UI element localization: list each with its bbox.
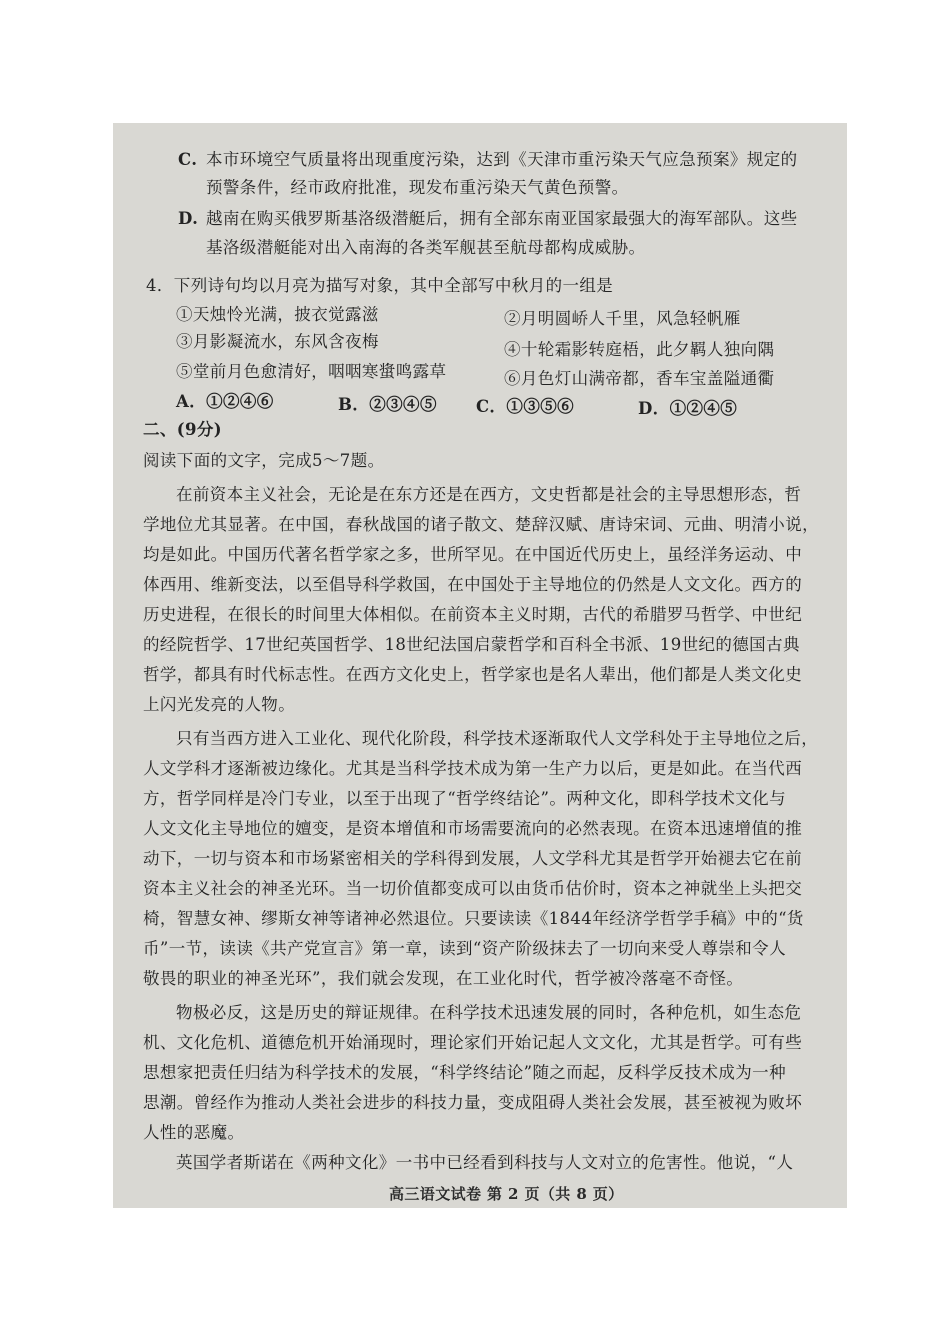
page-footer: 高三语文试卷 第 2 页（共 8 页） <box>389 1185 624 1203</box>
passage-line: 的经院哲学、17世纪英国哲学、18世纪法国启蒙哲学和百科全书派、19世纪的德国古典 <box>143 635 800 654</box>
q3-option-c-line1: 本市环境空气质量将出现重度污染，达到《天津市重污染天气应急预案》规定的 <box>206 150 798 169</box>
passage-line: 人性的恶魔。 <box>143 1123 245 1142</box>
passage-line: 方，哲学同样是冷门专业，以至于出现了“哲学终结论”。两种文化，即科学技术文化与 <box>143 789 786 808</box>
q4-poem-2: ②月明圆峤人千里，风急轻帆雁 <box>504 309 741 328</box>
q4-poem-5: ⑤堂前月色愈清好，咽咽寒螀鸣露草 <box>176 362 447 381</box>
passage-line: 物极必反，这是历史的辩证规律。在科学技术迅速发展的同时，各种危机，如生态危 <box>176 1003 802 1022</box>
q4-choice-c: C．①③⑤⑥ <box>476 397 575 416</box>
exam-page <box>113 123 847 1208</box>
passage-line: 在前资本主义社会，无论是在东方还是在西方，文史哲都是社会的主导思想形态，哲 <box>176 485 802 504</box>
q4-choice-b: B．②③④⑤ <box>338 395 437 414</box>
passage-line: 人文文化主导地位的嬗变，是资本增值和市场需要流向的必然表现。在资本迅速增值的推 <box>143 819 803 838</box>
passage-line: 上闪光发亮的人物。 <box>143 695 296 714</box>
q4-poem-4: ④十轮霜影转庭梧，此夕羁人独向隅 <box>504 340 775 359</box>
passage-line: 椅，智慧女神、缪斯女神等诸神必然退位。只要读读《1844年经济学哲学手稿》中的“货 <box>143 909 804 928</box>
passage-line: 人文学科才逐渐被边缘化。尤其是当科学技术成为第一生产力以后，更是如此。在当代西 <box>143 759 803 778</box>
q3-option-d-line2: 基洛级潜艇能对出入南海的各类军舰甚至航母都构成威胁。 <box>206 238 646 257</box>
q4-poem-1: ①天烛怜光满，披衣觉露滋 <box>176 305 379 324</box>
q4-choice-a: A．①②④⑥ <box>176 392 274 411</box>
q3-option-d-line1: 越南在购买俄罗斯基洛级潜艇后，拥有全部东南亚国家最强大的海军部队。这些 <box>206 209 798 228</box>
q4-choice-d: D．①②④⑤ <box>638 399 738 418</box>
q4-poem-6: ⑥月色灯山满帝都，香车宝盖隘通衢 <box>504 369 775 388</box>
passage-line: 币”一节，读读《共产党宣言》第一章，读到“资产阶级抹去了一切向来受人尊崇和令人 <box>143 939 786 958</box>
passage-line: 只有当西方进入工业化、现代化阶段，科学技术逐渐取代人文学科处于主导地位之后， <box>176 729 819 748</box>
q4-stem: 4．下列诗句均以月亮为描写对象，其中全部写中秋月的一组是 <box>146 276 614 295</box>
passage-line: 学地位尤其显著。在中国，春秋战国的诸子散文、楚辞汉赋、唐诗宋词、元曲、明清小说， <box>143 515 819 534</box>
passage-line: 动下，一切与资本和市场紧密相关的学科得到发展，人文学科尤其是哲学开始褪去它在前 <box>143 849 803 868</box>
q3-option-c-line2: 预警条件，经市政府批准，现发布重污染天气黄色预警。 <box>206 178 629 197</box>
q3-option-c-label: C. <box>178 150 198 169</box>
passage-line: 体西用、维新变法，以至倡导科学救国，在中国处于主导地位的仍然是人文文化。西方的 <box>143 575 803 594</box>
passage-line: 哲学，都具有时代标志性。在西方文化史上，哲学家也是名人辈出，他们都是人类文化史 <box>143 665 803 684</box>
passage-line: 敬畏的职业的神圣光环”，我们就会发现，在工业化时代，哲学被冷落毫不奇怪。 <box>143 969 744 988</box>
section-instruction: 阅读下面的文字，完成5～7题。 <box>143 451 385 470</box>
passage-line: 历史进程，在很长的时间里大体相似。在前资本主义时期，古代的希腊罗马哲学、中世纪 <box>143 605 803 624</box>
passage-line: 均是如此。中国历代著名哲学家之多，世所罕见。在中国近代历史上，虽经洋务运动、中 <box>143 545 803 564</box>
section-heading: 二、(9分) <box>143 420 222 439</box>
passage-line: 英国学者斯诺在《两种文化》一书中已经看到科技与人文对立的危害性。他说，“人 <box>176 1153 794 1172</box>
passage-line: 思潮。曾经作为推动人类社会进步的科技力量，变成阻碍人类社会发展，甚至被视为败坏 <box>143 1093 803 1112</box>
passage-line: 资本主义社会的神圣光环。当一切价值都变成可以由货币估价时，资本之神就坐上头把交 <box>143 879 803 898</box>
passage-line: 思想家把责任归结为科学技术的发展，“科学终结论”随之而起，反科学反技术成为一种 <box>143 1063 786 1082</box>
q3-option-d-label: D. <box>178 209 199 228</box>
passage-line: 机、文化危机、道德危机开始涌现时，理论家们开始记起人文文化，尤其是哲学。可有些 <box>143 1033 803 1052</box>
q4-poem-3: ③月影凝流水，东风含夜梅 <box>176 332 379 351</box>
